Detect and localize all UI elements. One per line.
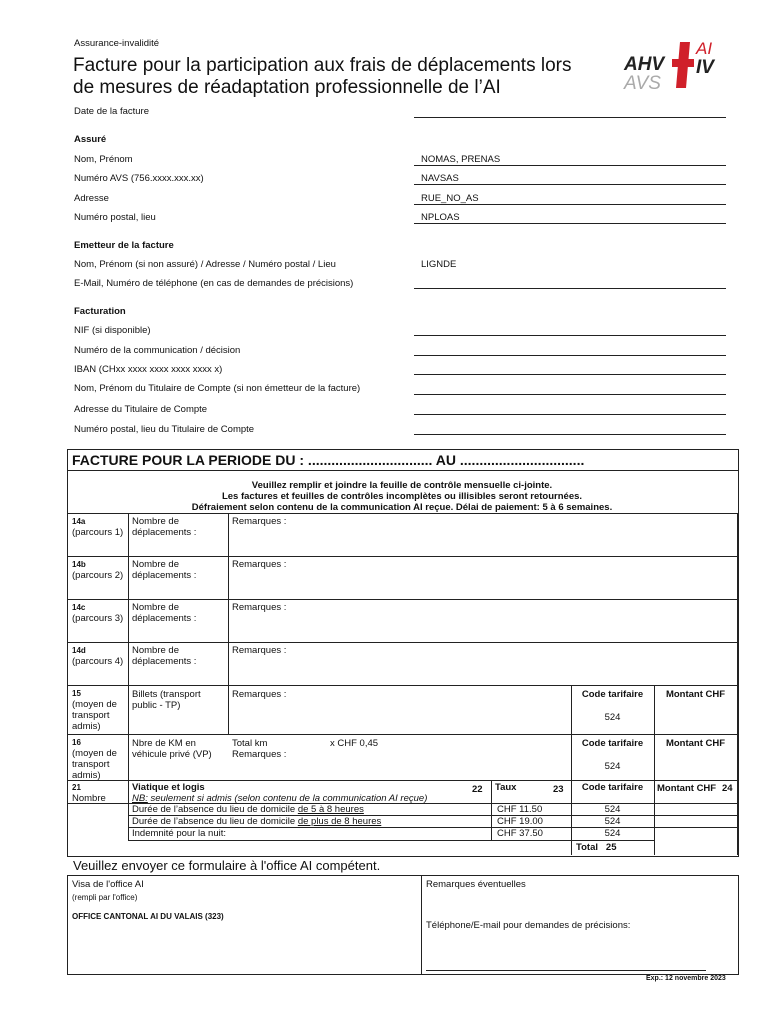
row-16-total-km[interactable]: Total km	[232, 738, 268, 749]
invoice-date-field[interactable]	[414, 117, 726, 118]
row-21-item-2-rate: CHF 19.00	[497, 816, 543, 827]
row-14d-code-num: 14d	[72, 646, 86, 655]
table-divider	[67, 470, 738, 471]
row-14c-count[interactable]: Nombre de déplacements :	[132, 602, 197, 624]
contact-label: Téléphone/E-mail pour demandes de précisions:	[426, 920, 631, 931]
communication-label: Numéro de la communication / décision	[74, 345, 241, 356]
page-title	[73, 55, 571, 99]
visa-sub: (rempli par l'office)	[72, 893, 138, 902]
agency-label: Assurance-invalidité	[74, 38, 160, 49]
logo-ahv: AHV	[624, 54, 665, 75]
row-21-item-2-code: 524	[604, 816, 621, 827]
communication-field[interactable]	[414, 355, 726, 356]
row-14c-code	[72, 602, 126, 624]
iban-label: IBAN (CHxx xxxx xxxx xxxx xxxx x)	[74, 364, 223, 375]
instruction-3: Défraiement selon contenu de la communication AI reçue. Délai de paiement: 5 à 6 semaines.	[191, 502, 613, 513]
row-14c-remarks[interactable]: Remarques :	[232, 602, 287, 613]
emetteur-contact-label: E-Mail, Numéro de téléphone (en cas de demandes de précisions)	[74, 278, 354, 289]
emetteur-name-value[interactable]: LIGNDE	[421, 259, 457, 270]
grid-line	[67, 642, 738, 643]
grid-line	[67, 599, 738, 600]
row-15-remarks[interactable]: Remarques :	[232, 689, 287, 700]
item-1-underline: de 5 à 8 heures	[297, 804, 364, 815]
grid-line	[571, 840, 572, 855]
row-14b-count[interactable]: Nombre de déplacements :	[132, 559, 197, 581]
assure-avs-label: Numéro AVS (756.xxxx.xxx.xx)	[74, 173, 204, 184]
row-21-item-3-rate: CHF 37.50	[497, 828, 543, 839]
logo-iv: IV	[696, 57, 714, 78]
facturation-heading: Facturation	[74, 306, 126, 317]
grid-line	[128, 840, 654, 841]
row-21-item-2	[132, 816, 381, 827]
row-21-code-num: 21	[72, 783, 81, 792]
row-21-tariff-label: Code tarifaire	[581, 782, 644, 793]
title-line-1: Facture pour la participation aux frais de déplacements lors	[73, 55, 572, 76]
grid-line	[654, 685, 655, 855]
holder-name-field[interactable]	[414, 394, 726, 395]
row-14a-count[interactable]: Nombre de déplacements :	[132, 516, 197, 538]
row-14a-code	[72, 516, 126, 538]
instructions	[67, 480, 737, 513]
emetteur-name-label: Nom, Prénom (si non assuré) / Adresse / Numéro postal / Lieu	[74, 259, 336, 270]
item-1-text: Durée de l’absence du lieu de domicile	[132, 804, 298, 815]
office-divider	[421, 875, 422, 974]
assure-heading: Assuré	[74, 134, 107, 145]
row-14d-desc: (parcours 4)	[72, 656, 124, 667]
row-16-desc: (moyen de transport admis)	[72, 748, 117, 781]
row-14b-remarks[interactable]: Remarques :	[232, 559, 287, 570]
row-21-item-1-rate: CHF 11.50	[497, 804, 543, 815]
row-15-tariff-label: Code tarifaire	[581, 689, 644, 700]
row-14d-code	[72, 645, 126, 667]
swiss-cross-icon	[672, 42, 694, 88]
grid-line	[67, 556, 738, 557]
logo-ai: AI	[696, 39, 713, 58]
row-16-amount-label: Montant CHF	[665, 738, 726, 749]
assure-avs-value[interactable]: NAVSAS	[421, 173, 459, 184]
row-21-num22: 22	[472, 784, 483, 795]
instruction-2: Les factures et feuilles de contrôles incomplètes ou illisibles seront retournées.	[221, 491, 583, 502]
row-14d-remarks[interactable]: Remarques :	[232, 645, 287, 656]
grid-line	[67, 513, 738, 514]
assure-address-value[interactable]: RUE_NO_AS	[421, 193, 479, 204]
invoice-date-label: Date de la facture	[74, 106, 149, 117]
logo-avs: AVS	[624, 73, 661, 94]
iban-field[interactable]	[414, 374, 726, 375]
row-16-tariff-label: Code tarifaire	[581, 738, 644, 749]
grid-line	[67, 780, 738, 781]
assure-postal-line	[414, 223, 726, 224]
row-21-code	[72, 782, 106, 804]
total-text: Total	[576, 842, 598, 853]
contact-field[interactable]	[426, 970, 706, 971]
visa-label: Visa de l'office AI	[72, 879, 144, 890]
row-16-remarks[interactable]: Remarques :	[232, 749, 287, 760]
row-14b-desc: (parcours 2)	[72, 570, 124, 581]
row-21-taux-label: Taux	[495, 782, 517, 793]
row-21-note	[132, 793, 427, 804]
row-14c-desc: (parcours 3)	[72, 613, 124, 624]
row-14d-count[interactable]: Nombre de déplacements :	[132, 645, 197, 667]
row-14b-code	[72, 559, 126, 581]
row-15-desc: (moyen de transport admis)	[72, 699, 117, 732]
remarks-label: Remarques éventuelles	[426, 879, 526, 890]
total-num: 25	[605, 842, 617, 853]
row-16-tariff: 524	[604, 761, 621, 772]
row-21-item-3: Indemnité pour la nuit:	[132, 828, 227, 839]
assure-name-value[interactable]: NOMAS, PRENAS	[421, 154, 501, 165]
row-16-code-num: 16	[72, 738, 81, 747]
holder-postal-field[interactable]	[414, 434, 726, 435]
grid-line	[128, 513, 129, 840]
expiry-note: Exp.: 12 novembre 2023	[646, 975, 726, 982]
title-line-2: de mesures de réadaptation professionnelle de l’AI	[73, 77, 501, 98]
assure-postal-value[interactable]: NPLOAS	[421, 212, 460, 223]
row-14c-code-num: 14c	[72, 603, 86, 612]
assure-postal-label: Numéro postal, lieu	[74, 212, 156, 223]
instruction-1: Veuillez remplir et joindre la feuille de contrôle mensuelle ci-jointe.	[251, 480, 553, 491]
assure-address-label: Adresse	[74, 193, 109, 204]
assure-address-line	[414, 204, 726, 205]
row-15-code-num: 15	[72, 689, 81, 698]
row-15-amount-label: Montant CHF	[665, 689, 726, 700]
period-title: FACTURE POUR LA PERIODE DU : ................................ AU ................................	[72, 452, 585, 468]
grid-line	[737, 513, 738, 855]
assure-avs-line	[414, 184, 726, 185]
holder-address-field[interactable]	[414, 414, 726, 415]
item-2-underline: de plus de 8 heures	[297, 816, 382, 827]
nif-label: NIF (si disponible)	[74, 325, 151, 336]
row-16-km[interactable]: Nbre de KM en véhicule privé (VP)	[132, 738, 212, 760]
grid-line	[67, 685, 738, 686]
row-21-num23: 23	[553, 784, 564, 795]
assure-name-line	[414, 165, 726, 166]
ahv-ai-logo	[622, 38, 722, 94]
row-21-amount-label: Montant CHF	[657, 783, 717, 794]
row-16-code	[72, 737, 128, 781]
row-21-item-1	[132, 804, 364, 815]
office-box	[67, 875, 739, 975]
grid-line	[491, 780, 492, 840]
row-14a-desc: (parcours 1)	[72, 527, 124, 538]
row-15-tariff: 524	[604, 712, 621, 723]
emetteur-heading: Emetteur de la facture	[74, 240, 174, 251]
row-21-item-3-code: 524	[604, 828, 621, 839]
holder-name-label: Nom, Prénom du Titulaire de Compte (si non émetteur de la facture)	[74, 383, 361, 394]
row-15-code	[72, 688, 128, 732]
note-prefix: NB:	[132, 793, 148, 804]
holder-address-label: Adresse du Titulaire de Compte	[74, 404, 208, 415]
emetteur-contact-field[interactable]	[414, 288, 726, 289]
item-2-text: Durée de l’absence du lieu de domicile	[132, 816, 298, 827]
assure-name-label: Nom, Prénom	[74, 154, 133, 165]
row-14a-remarks[interactable]: Remarques :	[232, 516, 287, 527]
total-label	[576, 842, 617, 853]
note-text: seulement si admis (selon contenu de la communication AI reçue)	[147, 793, 428, 804]
row-21-title: Viatique et logis	[132, 782, 205, 793]
grid-line	[228, 513, 229, 734]
row-21-item-1-code: 524	[604, 804, 621, 815]
row-14a-code-num: 14a	[72, 517, 86, 526]
row-16-rate: x CHF 0,45	[330, 738, 379, 749]
row-14b-code-num: 14b	[72, 560, 86, 569]
nif-field[interactable]	[414, 335, 726, 336]
grid-line	[67, 734, 738, 735]
row-21-num24: 24	[722, 783, 733, 794]
row-21-nombre: Nombre	[72, 793, 106, 804]
office-name: OFFICE CANTONAL AI DU VALAIS (323)	[72, 912, 224, 921]
row-15-tickets[interactable]: Billets (transport public - TP)	[132, 689, 201, 711]
holder-postal-label: Numéro postal, lieu du Titulaire de Compte	[74, 424, 255, 435]
send-instruction: Veuillez envoyer ce formulaire à l'office AI compétent.	[73, 858, 381, 873]
